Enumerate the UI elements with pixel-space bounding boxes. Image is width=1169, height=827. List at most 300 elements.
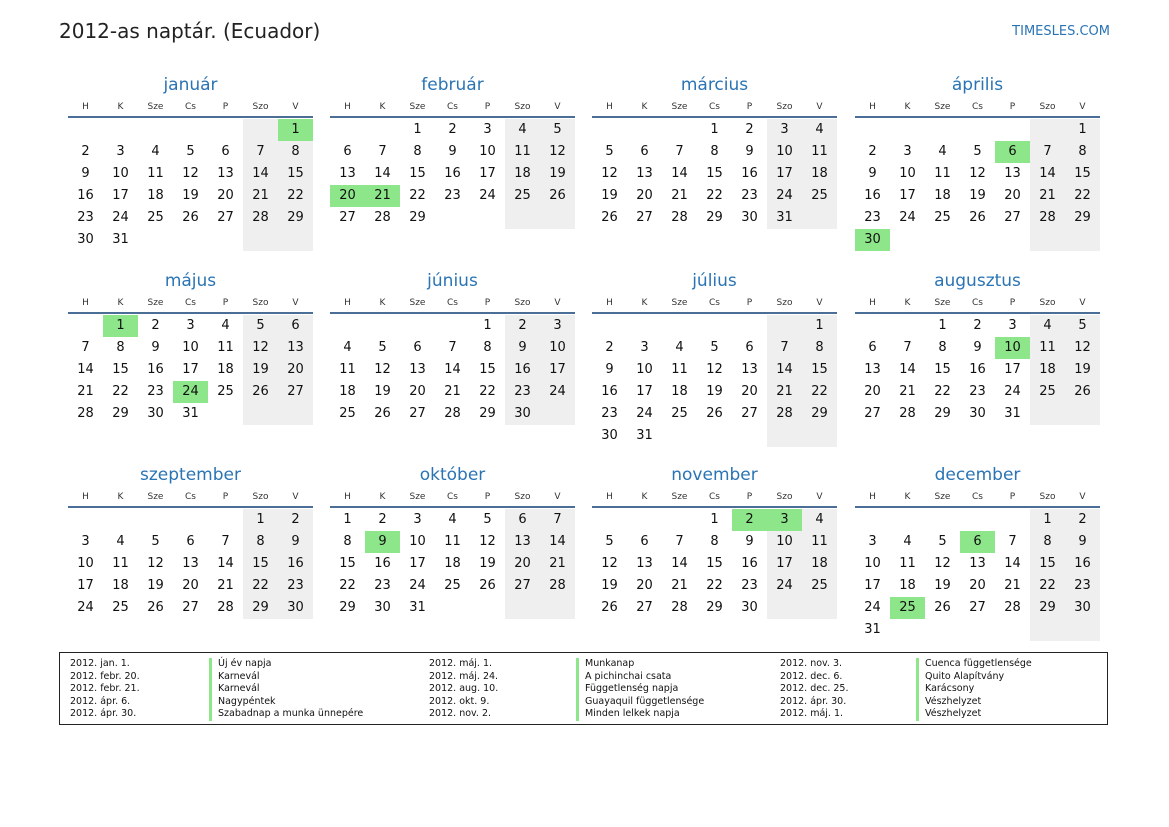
- empty-cell: [925, 619, 960, 641]
- empty-cell: [173, 509, 208, 531]
- day-grid: [68, 509, 313, 619]
- day-cell: 8: [938, 340, 947, 355]
- day-cell: 10: [409, 534, 426, 549]
- empty-cell: [505, 207, 540, 229]
- empty-cell: [1065, 403, 1100, 425]
- weekday-header: [855, 98, 1100, 118]
- empty-cell: [540, 207, 575, 229]
- weekday-label: P: [746, 492, 753, 502]
- month-4: [855, 72, 1100, 251]
- weekday-label: H: [82, 298, 89, 308]
- empty-cell: [627, 509, 662, 531]
- day-cell: 1: [710, 122, 719, 137]
- legend-date: 2012. máj. 1.: [429, 658, 493, 669]
- day-cell: 19: [1065, 359, 1100, 381]
- weekday-label: H: [869, 298, 876, 308]
- day-grid: [330, 119, 575, 229]
- day-cell: 1: [710, 512, 719, 527]
- day-cell: 26: [182, 210, 199, 225]
- weekday-header: [855, 294, 1100, 314]
- month-name: október: [419, 465, 486, 485]
- day-cell: 16: [147, 362, 164, 377]
- day-cell: 13: [1004, 166, 1021, 181]
- day-cell: 25: [147, 210, 164, 225]
- legend-holiday-name: Vészhelyzet: [916, 696, 1032, 709]
- holiday-day: 10: [995, 337, 1030, 359]
- weekday-label: Szo: [1039, 492, 1056, 502]
- day-cell: 14: [767, 359, 802, 381]
- legend-holiday-name: A pichinchai csata: [576, 671, 704, 684]
- day-cell: 7: [378, 144, 387, 159]
- weekday-label: Cs: [447, 298, 458, 308]
- day-cell: 9: [448, 144, 457, 159]
- day-cell: 30: [77, 232, 94, 247]
- day-cell: 31: [767, 207, 802, 229]
- day-cell: 20: [505, 553, 540, 575]
- weekday-label: K: [904, 102, 911, 112]
- holiday-day: 9: [365, 531, 400, 553]
- empty-cell: [173, 119, 208, 141]
- day-cell: 8: [343, 534, 352, 549]
- empty-cell: [1030, 403, 1065, 425]
- month-11: [592, 462, 837, 619]
- weekday-label: Szo: [514, 492, 531, 502]
- empty-cell: [802, 207, 837, 229]
- weekday-label: Cs: [185, 492, 196, 502]
- legend-holiday-name: Minden lelkek napja: [576, 708, 704, 721]
- day-cell: 12: [1065, 337, 1100, 359]
- day-cell: 6: [221, 144, 230, 159]
- day-cell: 12: [601, 556, 618, 571]
- day-cell: 10: [182, 340, 199, 355]
- day-cell: 8: [278, 141, 313, 163]
- day-cell: 17: [899, 188, 916, 203]
- weekday-label: Szo: [776, 492, 793, 502]
- day-cell: 23: [278, 575, 313, 597]
- empty-cell: [470, 207, 505, 229]
- empty-cell: [995, 619, 1030, 641]
- day-cell: 15: [479, 362, 496, 377]
- day-grid: [592, 509, 837, 619]
- day-cell: 26: [934, 600, 951, 615]
- day-cell: 15: [243, 553, 278, 575]
- day-cell: 18: [802, 163, 837, 185]
- weekday-label: Szo: [514, 102, 531, 112]
- day-cell: 1: [802, 315, 837, 337]
- day-cell: 19: [540, 163, 575, 185]
- weekday-label: P: [484, 492, 491, 502]
- day-cell: 10: [77, 556, 94, 571]
- site-link[interactable]: TIMESLES.COM: [1012, 24, 1110, 39]
- day-cell: 10: [864, 556, 881, 571]
- day-cell: 15: [339, 556, 356, 571]
- day-cell: 22: [409, 188, 426, 203]
- day-cell: 19: [969, 188, 986, 203]
- empty-cell: [278, 403, 313, 425]
- month-10: [330, 462, 575, 619]
- day-cell: 30: [601, 428, 618, 443]
- empty-cell: [662, 425, 697, 447]
- day-cell: 18: [217, 362, 234, 377]
- day-cell: 21: [767, 381, 802, 403]
- weekday-label: Szo: [1039, 298, 1056, 308]
- day-cell: 27: [217, 210, 234, 225]
- day-grid: [592, 119, 837, 229]
- day-cell: 11: [147, 166, 164, 181]
- day-cell: 22: [1065, 185, 1100, 207]
- day-grid: [68, 315, 313, 425]
- day-cell: 10: [636, 362, 653, 377]
- day-cell: 27: [1004, 210, 1021, 225]
- day-cell: 4: [802, 509, 837, 531]
- weekday-header: [592, 488, 837, 508]
- day-cell: 7: [1030, 141, 1065, 163]
- day-cell: 12: [706, 362, 723, 377]
- day-cell: 4: [221, 318, 230, 333]
- day-cell: 4: [448, 512, 457, 527]
- legend-date: 2012. ápr. 6.: [70, 695, 131, 707]
- day-cell: 24: [409, 578, 426, 593]
- page-title: 2012-as naptár. (Ecuador): [59, 19, 321, 43]
- legend-dates: [429, 658, 498, 721]
- empty-cell: [960, 229, 995, 251]
- day-cell: 21: [671, 578, 688, 593]
- day-cell: 7: [675, 144, 684, 159]
- day-cell: 9: [278, 531, 313, 553]
- empty-cell: [855, 315, 890, 337]
- day-cell: 12: [601, 166, 618, 181]
- legend-holiday-name: Karácsony: [916, 683, 1032, 696]
- empty-cell: [243, 119, 278, 141]
- day-cell: 29: [1065, 207, 1100, 229]
- empty-cell: [925, 119, 960, 141]
- empty-cell: [173, 229, 208, 251]
- day-cell: 24: [899, 210, 916, 225]
- weekday-label: Cs: [185, 298, 196, 308]
- day-cell: 29: [802, 403, 837, 425]
- day-cell: 18: [671, 384, 688, 399]
- day-cell: 30: [147, 406, 164, 421]
- day-cell: 17: [767, 553, 802, 575]
- day-cell: 20: [278, 359, 313, 381]
- day-cell: 27: [969, 600, 986, 615]
- month-12: [855, 462, 1100, 641]
- day-cell: 16: [969, 362, 986, 377]
- day-cell: 11: [112, 556, 129, 571]
- day-cell: 22: [706, 578, 723, 593]
- day-cell: 15: [802, 359, 837, 381]
- day-cell: 30: [505, 403, 540, 425]
- day-cell: 28: [671, 600, 688, 615]
- empty-cell: [732, 425, 767, 447]
- day-cell: 18: [339, 384, 356, 399]
- weekday-label: K: [379, 492, 386, 502]
- empty-cell: [68, 315, 103, 337]
- weekday-label: P: [1009, 102, 1016, 112]
- day-cell: 7: [221, 534, 230, 549]
- legend-date: 2012. ápr. 30.: [70, 708, 137, 720]
- month-5: [68, 268, 313, 425]
- day-cell: 21: [217, 578, 234, 593]
- day-cell: 23: [77, 210, 94, 225]
- day-cell: 27: [636, 210, 653, 225]
- empty-cell: [697, 425, 732, 447]
- day-cell: 14: [374, 166, 391, 181]
- month-8: [855, 268, 1100, 425]
- day-cell: 10: [540, 337, 575, 359]
- day-cell: 16: [505, 359, 540, 381]
- weekday-label: H: [869, 102, 876, 112]
- day-cell: 21: [1004, 578, 1021, 593]
- day-cell: 16: [444, 166, 461, 181]
- day-cell: 13: [636, 556, 653, 571]
- day-cell: 11: [671, 362, 688, 377]
- day-cell: 2: [868, 144, 877, 159]
- day-cell: 14: [899, 362, 916, 377]
- day-cell: 10: [767, 141, 802, 163]
- empty-cell: [855, 509, 890, 531]
- day-grid: [68, 119, 313, 251]
- day-cell: 28: [1030, 207, 1065, 229]
- weekday-label: V: [816, 102, 823, 112]
- day-cell: 28: [77, 406, 94, 421]
- holiday-day: 6: [960, 531, 995, 553]
- day-cell: 28: [243, 207, 278, 229]
- day-cell: 25: [802, 185, 837, 207]
- day-cell: 28: [374, 210, 391, 225]
- day-cell: 31: [636, 428, 653, 443]
- day-cell: 13: [278, 337, 313, 359]
- day-cell: 29: [934, 406, 951, 421]
- day-cell: 13: [339, 166, 356, 181]
- day-cell: 14: [540, 531, 575, 553]
- weekday-label: V: [554, 102, 561, 112]
- month-name: március: [680, 75, 749, 95]
- day-cell: 15: [706, 166, 723, 181]
- day-cell: 5: [483, 512, 492, 527]
- empty-cell: [103, 509, 138, 531]
- empty-cell: [592, 509, 627, 531]
- day-cell: 31: [864, 622, 881, 637]
- empty-cell: [68, 119, 103, 141]
- weekday-label: Sze: [671, 298, 688, 308]
- day-cell: 25: [1030, 381, 1065, 403]
- month-name: augusztus: [934, 271, 1021, 291]
- day-cell: 30: [969, 406, 986, 421]
- day-cell: 30: [278, 597, 313, 619]
- day-cell: 15: [278, 163, 313, 185]
- weekday-label: P: [222, 298, 229, 308]
- legend-date: 2012. okt. 9.: [429, 695, 490, 707]
- month-7: [592, 268, 837, 447]
- empty-cell: [1065, 229, 1100, 251]
- day-cell: 25: [505, 185, 540, 207]
- empty-cell: [540, 597, 575, 619]
- empty-cell: [208, 229, 243, 251]
- calendar-grid: [68, 72, 1103, 652]
- day-cell: 17: [540, 359, 575, 381]
- day-cell: 5: [243, 315, 278, 337]
- day-cell: 16: [374, 556, 391, 571]
- day-cell: 11: [1030, 337, 1065, 359]
- weekday-label: K: [117, 102, 124, 112]
- weekday-label: Sze: [934, 492, 951, 502]
- empty-cell: [960, 509, 995, 531]
- empty-cell: [208, 119, 243, 141]
- day-cell: 29: [339, 600, 356, 615]
- empty-cell: [592, 315, 627, 337]
- empty-cell: [365, 315, 400, 337]
- day-cell: 9: [868, 166, 877, 181]
- weekday-label: P: [1009, 492, 1016, 502]
- day-cell: 9: [745, 534, 754, 549]
- day-cell: 16: [741, 166, 758, 181]
- day-cell: 12: [479, 534, 496, 549]
- day-cell: 6: [868, 340, 877, 355]
- day-cell: 23: [969, 384, 986, 399]
- day-cell: 1: [413, 122, 422, 137]
- day-cell: 13: [864, 362, 881, 377]
- weekday-label: Sze: [409, 298, 426, 308]
- day-cell: 25: [217, 384, 234, 399]
- day-grid: [855, 509, 1100, 641]
- legend-date: 2012. máj. 1.: [780, 708, 844, 720]
- day-cell: 17: [479, 166, 496, 181]
- day-cell: 3: [483, 122, 492, 137]
- day-cell: 6: [343, 144, 352, 159]
- day-cell: 14: [671, 166, 688, 181]
- day-cell: 6: [745, 340, 754, 355]
- month-name: május: [164, 271, 217, 291]
- day-cell: 17: [77, 578, 94, 593]
- day-cell: 28: [767, 403, 802, 425]
- day-cell: 25: [934, 210, 951, 225]
- day-cell: 11: [802, 531, 837, 553]
- day-cell: 8: [1065, 141, 1100, 163]
- day-cell: 15: [112, 362, 129, 377]
- day-cell: 11: [934, 166, 951, 181]
- day-grid: [592, 315, 837, 447]
- day-cell: 1: [483, 318, 492, 333]
- day-cell: 25: [444, 578, 461, 593]
- day-cell: 30: [1065, 597, 1100, 619]
- day-cell: 6: [278, 315, 313, 337]
- day-cell: 14: [1030, 163, 1065, 185]
- day-cell: 11: [444, 534, 461, 549]
- day-cell: 4: [675, 340, 684, 355]
- empty-cell: [592, 119, 627, 141]
- empty-cell: [802, 425, 837, 447]
- day-cell: 26: [969, 210, 986, 225]
- weekday-label: V: [554, 492, 561, 502]
- day-cell: 19: [934, 578, 951, 593]
- day-cell: 15: [409, 166, 426, 181]
- day-cell: 6: [640, 534, 649, 549]
- day-cell: 26: [243, 381, 278, 403]
- day-cell: 12: [147, 556, 164, 571]
- month-name: július: [692, 271, 737, 291]
- weekday-label: Szo: [252, 102, 269, 112]
- weekday-label: H: [606, 102, 613, 112]
- day-cell: 2: [278, 509, 313, 531]
- day-cell: 10: [767, 531, 802, 553]
- day-cell: 6: [505, 509, 540, 531]
- day-cell: 20: [969, 578, 986, 593]
- day-cell: 27: [864, 406, 881, 421]
- weekday-label: Sze: [934, 102, 951, 112]
- empty-cell: [540, 403, 575, 425]
- day-cell: 17: [864, 578, 881, 593]
- day-cell: 11: [339, 362, 356, 377]
- day-cell: 13: [969, 556, 986, 571]
- weekday-label: H: [82, 102, 89, 112]
- day-cell: 19: [182, 188, 199, 203]
- weekday-label: Sze: [934, 298, 951, 308]
- day-cell: 20: [741, 384, 758, 399]
- empty-cell: [767, 315, 802, 337]
- day-cell: 12: [243, 337, 278, 359]
- day-cell: 2: [505, 315, 540, 337]
- empty-cell: [138, 119, 173, 141]
- day-cell: 29: [479, 406, 496, 421]
- day-cell: 14: [217, 556, 234, 571]
- day-cell: 1: [343, 512, 352, 527]
- day-cell: 1: [938, 318, 947, 333]
- day-cell: 2: [973, 318, 982, 333]
- day-cell: 17: [182, 362, 199, 377]
- weekday-header: [330, 294, 575, 314]
- day-cell: 29: [243, 597, 278, 619]
- day-cell: 15: [706, 556, 723, 571]
- day-cell: 21: [243, 185, 278, 207]
- day-cell: 9: [605, 362, 614, 377]
- day-cell: 19: [706, 384, 723, 399]
- empty-cell: [1030, 619, 1065, 641]
- day-cell: 10: [112, 166, 129, 181]
- day-cell: 26: [706, 406, 723, 421]
- empty-cell: [802, 597, 837, 619]
- day-cell: 22: [1030, 575, 1065, 597]
- day-cell: 18: [934, 188, 951, 203]
- day-cell: 3: [186, 318, 195, 333]
- day-cell: 7: [903, 340, 912, 355]
- day-cell: 9: [745, 144, 754, 159]
- empty-cell: [138, 229, 173, 251]
- day-cell: 23: [741, 578, 758, 593]
- weekday-header: [68, 294, 313, 314]
- empty-cell: [925, 509, 960, 531]
- weekday-label: K: [641, 492, 648, 502]
- day-cell: 31: [409, 600, 426, 615]
- day-cell: 9: [1065, 531, 1100, 553]
- weekday-label: H: [869, 492, 876, 502]
- day-cell: 5: [186, 144, 195, 159]
- empty-cell: [243, 403, 278, 425]
- day-cell: 26: [540, 185, 575, 207]
- day-cell: 23: [505, 381, 540, 403]
- day-cell: 2: [1065, 509, 1100, 531]
- day-cell: 8: [483, 340, 492, 355]
- month-3: [592, 72, 837, 229]
- day-cell: 15: [934, 362, 951, 377]
- day-cell: 8: [243, 531, 278, 553]
- day-cell: 26: [147, 600, 164, 615]
- day-cell: 11: [505, 141, 540, 163]
- day-cell: 8: [413, 144, 422, 159]
- empty-cell: [68, 509, 103, 531]
- day-cell: 21: [77, 384, 94, 399]
- month-name: január: [163, 75, 218, 95]
